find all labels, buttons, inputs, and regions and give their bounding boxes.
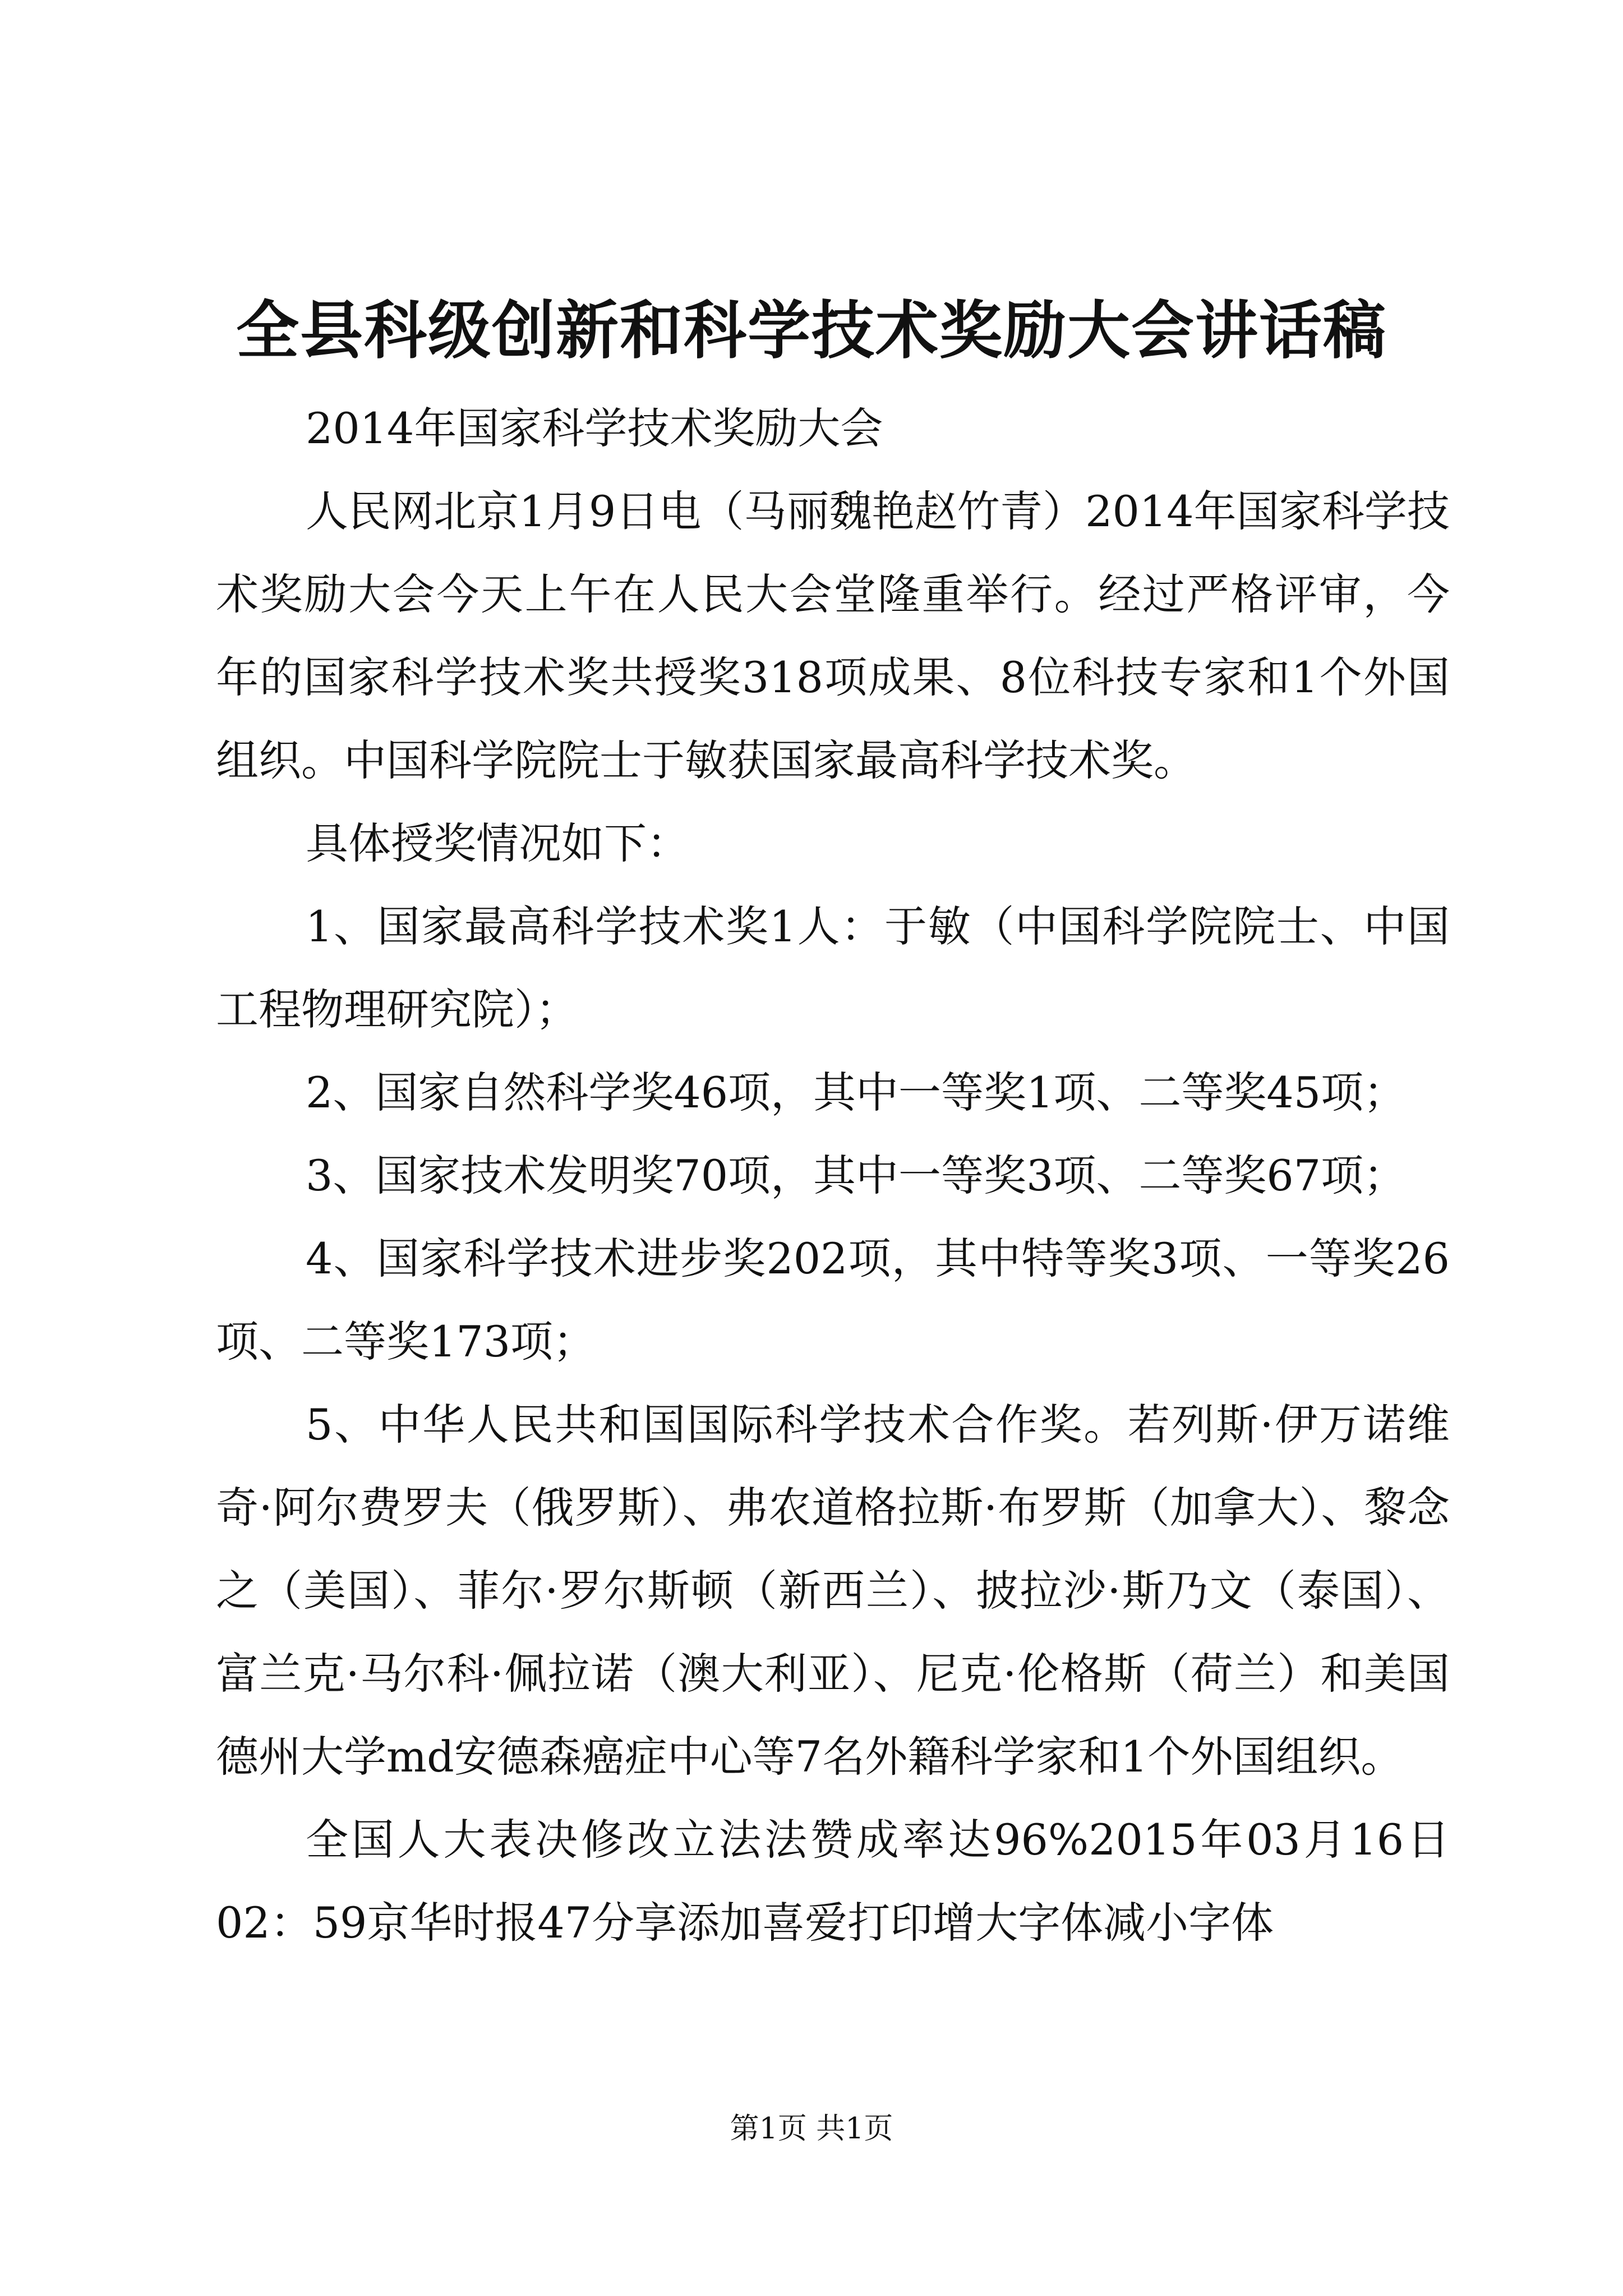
paragraph-news-footer: 全国人大表决修改立法法赞成率达96%2015年03月16日02：59京华时报47分享添加喜爱打印增大字体减小字体: [216, 1815, 1450, 1948]
paragraph-event-name: 2014年国家科学技术奖励大会: [306, 403, 883, 453]
paragraph-award-item-3: 3、国家技术发明奖70项，其中一等奖3项、二等奖67项；: [306, 1151, 1407, 1200]
paragraph-award-heading: 具体授奖情况如下：: [306, 818, 689, 868]
paragraph-award-item-2: 2、国家自然科学奖46项，其中一等奖1项、二等奖45项；: [306, 1068, 1407, 1117]
paragraph-award-item-4: 4、国家科学技术进步奖202项，其中特等奖3项、一等奖26项、二等奖173项；: [216, 1234, 1450, 1366]
document-body: [216, 387, 1450, 1964]
document-title: 全县科级创新和科学技术奖励大会讲话稿: [236, 294, 1387, 367]
paragraph-award-item-1: 1、国家最高科学技术奖1人：于敏（中国科学院院士、中国工程物理研究院）；: [216, 901, 1450, 1034]
paragraph-news-intro: 人民网北京1月9日电（马丽魏艳赵竹青）2014年国家科学技术奖励大会今天上午在人民大会堂隆重举行。经过严格评审，今年的国家科学技术奖共授奖318项成果、8位科技专家和1个外国组织。中国科学院院士于敏获国家最高科学技术奖。: [216, 486, 1450, 785]
page-number-footer: 第1页 共1页: [730, 2112, 893, 2146]
paragraph-award-item-5: 5、中华人民共和国国际科学技术合作奖。若列斯·伊万诺维奇·阿尔费罗夫（俄罗斯）、弗农道格拉斯·布罗斯（加拿大）、黎念之（美国）、菲尔·罗尔斯顿（新西兰）、披拉沙·斯乃文（泰国）、富兰克·马尔科·佩拉诺（澳大利亚）、尼克·伦格斯（荷兰）和美国德州大学md安德森癌症中心等7名外籍科学家和1个外国组织。: [216, 1400, 1450, 1782]
